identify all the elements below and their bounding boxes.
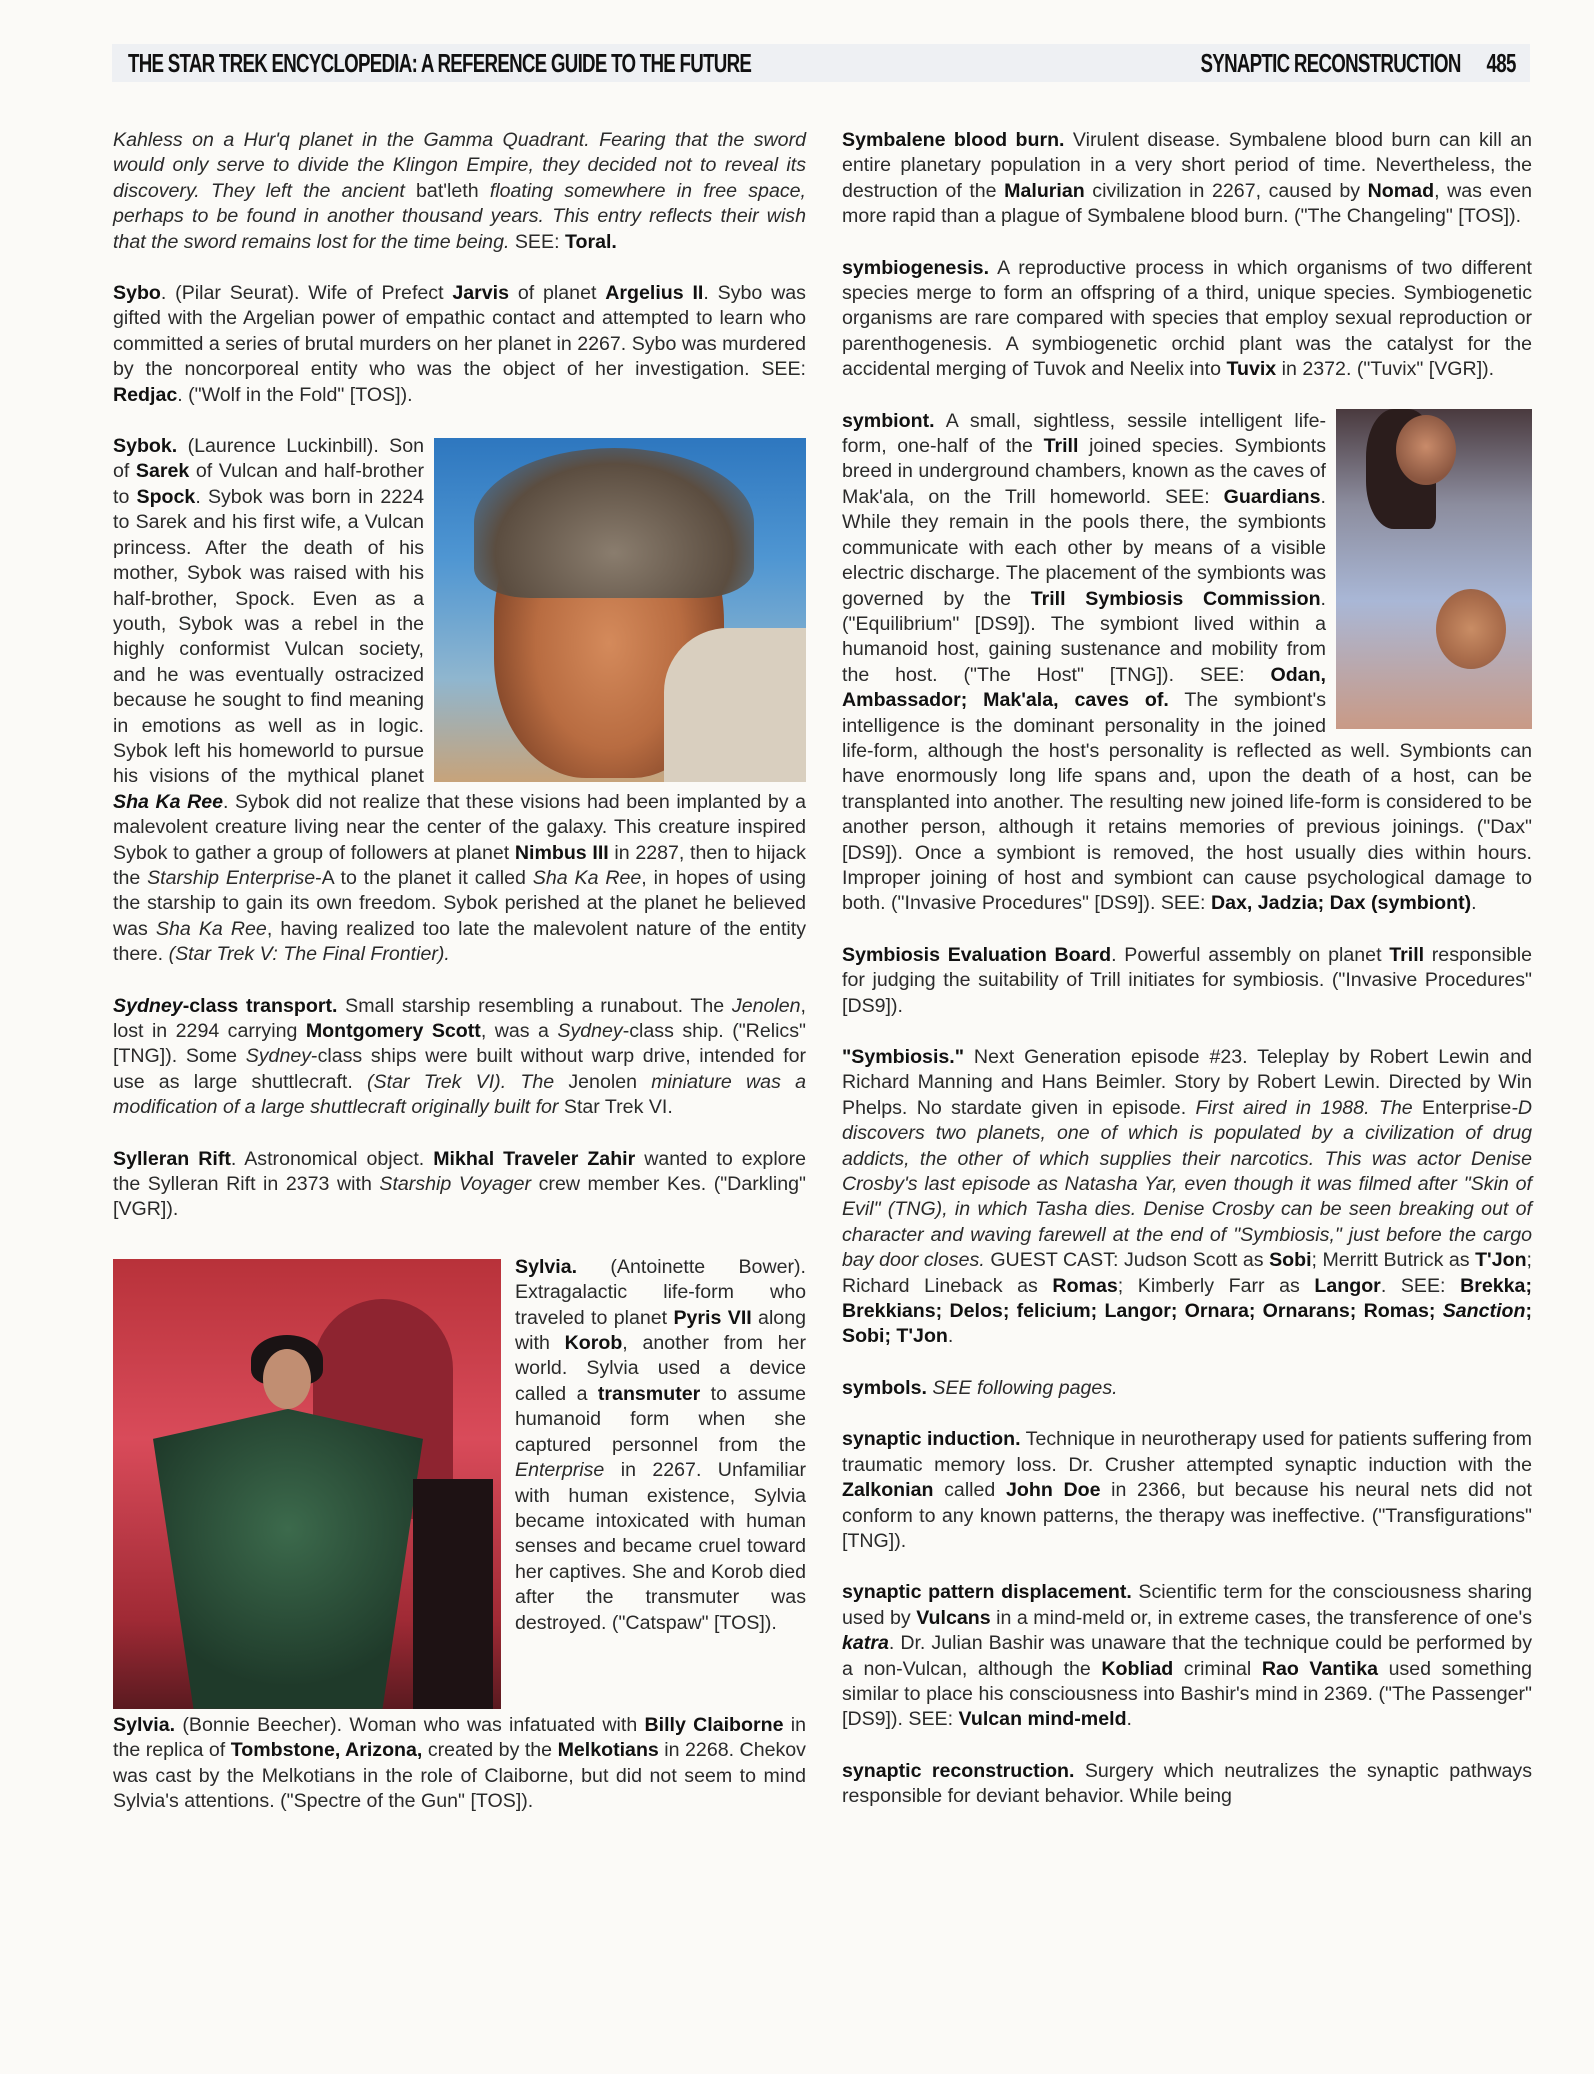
entry-text-run: used something similar to place his consciousness into Bashir's mind in 2369. ("The Passenger" [DS9]). SEE: bbox=[842, 1657, 1533, 1731]
entry-symbiont bbox=[842, 409, 1532, 917]
entry-text-run: Starship Voyager bbox=[379, 1173, 532, 1196]
entry-text-run: of planet bbox=[509, 282, 606, 305]
entry-text-run: A reproductive process in which organisms of two different species merge to form an offspring of a third, unique species. Symbiogenetic organisms are rare compared with species that employ sexual reproduction or parenthogenesis. A symbiogenetic orchid plant was the catalyst for the accidental merging of Tuvok and Neelix into bbox=[842, 256, 1532, 381]
entry-symbiosis-evaluation-board bbox=[842, 943, 1532, 1019]
entry-synaptic-induction bbox=[842, 1427, 1532, 1554]
right-column bbox=[842, 128, 1532, 1836]
entry-synaptic-pattern-displacement bbox=[842, 1580, 1532, 1732]
entry-text-run: in 2372. ("Tuvix" [VGR]). bbox=[1276, 358, 1495, 381]
entry-term: symbols. bbox=[842, 1376, 927, 1399]
entry-text-run: . SEE: bbox=[1380, 1274, 1461, 1297]
entry-term: symbiont. bbox=[842, 409, 935, 432]
entry-text-run: Starship Enterprise bbox=[147, 866, 316, 889]
entry-text-run: Jenolen bbox=[568, 1070, 637, 1093]
entry-text-run: criminal bbox=[1173, 1657, 1262, 1680]
entry-text-run: . Powerful assembly on planet bbox=[1111, 943, 1390, 966]
entry-sybo bbox=[113, 281, 806, 408]
entry-text-run: Sarek bbox=[135, 460, 190, 483]
entry-symbols bbox=[842, 1376, 1532, 1401]
entry-text-run: . Astronomical object. bbox=[230, 1147, 434, 1170]
running-header bbox=[112, 44, 1530, 82]
entry-text-run: , having realized too late the malevolent nature of the entity there. bbox=[113, 917, 806, 966]
entry-text-run: First aired in 1988. The bbox=[1195, 1096, 1422, 1119]
entry-text-run: Virulent disease. Symbalene blood burn can kill an entire planetary population in a very short period of time. Nevertheless, the destruction of the bbox=[842, 129, 1532, 202]
entry-term: "Symbiosis." bbox=[842, 1046, 965, 1068]
entry-text-run: -class ship. ("Relics" [TNG]). Some bbox=[113, 1020, 806, 1068]
entry-text-run: Sydney bbox=[557, 1020, 623, 1042]
entry-text-run: Jarvis bbox=[452, 282, 510, 305]
entry-term: Sybo bbox=[113, 282, 161, 305]
entry-text-run: (Bonnie Beecher). Woman who was infatuated with bbox=[175, 1713, 645, 1736]
entry-text-run: Sanction bbox=[1442, 1300, 1526, 1323]
entry-text-run: bat'leth bbox=[416, 179, 479, 202]
entry-text-run: Sha Ka Ree bbox=[155, 917, 267, 940]
entry-text-run: responsible for judging the suitability of Trill initiates for symbiosis. ("Invasive Procedures" [DS9]). bbox=[842, 943, 1532, 1017]
entry-symbiogenesis bbox=[842, 256, 1532, 383]
entry-text-run: T'Jon bbox=[1475, 1249, 1527, 1272]
entry-text-run: -class ships were built without warp drive, intended for use as large shuttlecraft. bbox=[113, 1045, 806, 1093]
entry-term: Symbalene blood burn. bbox=[842, 129, 1065, 151]
entry-term: Sybok. bbox=[113, 435, 178, 458]
entry-text-run: created by the bbox=[422, 1739, 558, 1762]
entry-term: Symbiosis Evaluation Board bbox=[842, 943, 1112, 966]
entry-text-run: Toral. bbox=[564, 230, 617, 253]
entry-text-run: joined species. Symbionts breed in underground chambers, known as the caves of Mak'ala, on the Trill homeworld. SEE: bbox=[842, 435, 1327, 508]
entry-sylvia-bower bbox=[113, 1255, 806, 1636]
entry-text-run: Vulcan mind-meld bbox=[958, 1708, 1127, 1731]
entry-text-run: Sha Ka Ree bbox=[113, 790, 224, 813]
entry-text-run: , in hopes of using the starship to gain its own freedom. Sybok perished at the planet he believed was bbox=[113, 866, 806, 940]
entry-text-run: , another from her world. Sylvia used a device called a bbox=[515, 1332, 806, 1405]
entry-text-run: Vulcans bbox=[916, 1606, 991, 1629]
entry-text-run: in the replica of bbox=[113, 1713, 806, 1762]
entry-text-run: miniature was a modification of a large shuttlecraft originally built for bbox=[113, 1070, 806, 1119]
entry-term: synaptic pattern displacement. bbox=[842, 1581, 1132, 1604]
entry-term: Sydney bbox=[113, 994, 183, 1017]
entry-text-run: . While they remain in the pools there, the symbionts communicate with each other by means of a visible electric discharge. The placement of the symbionts was governed by the bbox=[842, 485, 1326, 610]
entry-text-run: -D discovers two planets, one of which is populated by a civilization of drug addicts, the other of which supplies their narcotics. This was actor Denise Crosby's last episode as Natasha Yar, even though it was filmed after "Skin of Evil" (TNG), in which Tasha dies. Denise Crosby can be seen breaking out of character and waving farewell at the end of "Symbiosis," just before the cargo bay door closes. bbox=[842, 1096, 1532, 1272]
entry-text-run: wanted to explore the Sylleran Rift in 2373 with bbox=[113, 1147, 806, 1196]
entry-text-run: John Doe bbox=[1006, 1479, 1101, 1502]
entry-text-run: in a mind-meld or, in extreme cases, the transference of one's bbox=[990, 1606, 1532, 1629]
entry-text-run: Nimbus III bbox=[514, 841, 609, 864]
entry-text-run: crew member Kes. ("Darkling" [VGR]). bbox=[113, 1173, 807, 1221]
entry-text-run: Zalkonian bbox=[842, 1479, 934, 1502]
entry-text-run: of Vulcan and half-brother to bbox=[113, 460, 424, 508]
page-number: 485 bbox=[1486, 48, 1516, 78]
entry-term: Sylvia. bbox=[113, 1713, 176, 1736]
entry-text-run: in 2287, then to hijack the bbox=[113, 841, 806, 889]
entry-text-run: in 2268. Chekov was cast by the Melkotians in the role of Claiborne, but did not seem to mind Sylvia's attentions. ("Spectre of the Gun" [TOS]). bbox=[113, 1739, 806, 1813]
entry-term: synaptic reconstruction. bbox=[842, 1759, 1075, 1782]
entry-sylvia-beecher bbox=[113, 1713, 806, 1815]
entry-text-run: Tuvix bbox=[1226, 358, 1277, 381]
entry-text-run: . Sybok did not realize that these visions had been implanted by a malevolent creature living near the center of the galaxy. This creature inspired Sybok to gather a group of followers at planet bbox=[113, 790, 806, 864]
entry-text-run: Trill bbox=[1389, 943, 1425, 966]
entry-text-run: in 2366, but because his neural nets did not conform to any known patterns, the therapy was ineffective. ("Transfigurations" [TNG]). bbox=[842, 1479, 1532, 1552]
entry-text-run: (Laurence Luckinbill). Son of bbox=[113, 435, 424, 483]
entry-text-run: Romas bbox=[1052, 1274, 1118, 1297]
entry-text-run: Kahless on a Hur'q planet in the Gamma Quadrant. Fearing that the sword would only serve to divide the Klingon Empire, they decided not to reveal its discovery. They left the ancient bbox=[113, 129, 806, 202]
left-column bbox=[113, 128, 806, 1840]
entry-text-run: floating somewhere in free space, perhaps to be found in another thousand years. This entry reflects their wish that the sword remains lost for the time being. bbox=[113, 179, 806, 253]
entry-text-run: . ("Wolf in the Fold" [TOS]). bbox=[177, 383, 413, 406]
entry-sydney-class bbox=[113, 994, 806, 1121]
entry-text-run: . Sybok was born in 2224 to Sarek and his first wife, a Vulcan princess. After the death of his mother, Sybok was raised with his half-brother, Spock. Even as a youth, Sybok was a rebel in the highly conformist Vulcan society, and he was eventually ostracized because he sought to find meaning in emotions as well as in logic. Sybok left his homeworld to pursue his visions of the mythical planet bbox=[113, 485, 424, 788]
sylvia-photo bbox=[113, 1259, 501, 1709]
entry-text-run: Scientific term for the consciousness sharing used by bbox=[842, 1581, 1532, 1629]
entry-sybok bbox=[113, 434, 806, 968]
entry-text-run: Montgomery Scott bbox=[305, 1020, 481, 1042]
entry-term: Sylvia. bbox=[515, 1255, 578, 1278]
entry-kahless-continued bbox=[113, 128, 806, 255]
entry-text-run: Trill bbox=[1043, 435, 1079, 458]
entry-text-run: . bbox=[947, 1325, 954, 1348]
entry-symbiosis-episode bbox=[842, 1045, 1532, 1350]
entry-text-run: Brekka; Brekkians; Delos; felicium; Langor; Ornara; Ornarans; Romas; bbox=[842, 1274, 1532, 1323]
entry-text-run: Korob bbox=[564, 1332, 623, 1355]
entry-text-run: Malurian bbox=[1004, 179, 1085, 202]
entry-text-run: (Star Trek V: The Final Frontier). bbox=[168, 943, 450, 966]
entry-text-run: -A to the planet it called bbox=[315, 866, 533, 889]
entry-text-run: , lost in 2294 carrying bbox=[113, 994, 806, 1042]
entry-text-run: Spock bbox=[136, 485, 196, 508]
entry-text-run: (Star Trek VI). The bbox=[367, 1070, 569, 1093]
entry-text-run: . ("Equilibrium" [DS9]). The symbiont lived within a humanoid host, gaining sustenance and mobility from the host. ("The Host" [TNG]). SEE: bbox=[842, 587, 1326, 686]
entry-text-run: Small starship resembling a runabout. The bbox=[337, 994, 732, 1017]
sybok-photo bbox=[434, 438, 806, 782]
entry-text-run: Billy Claiborne bbox=[644, 1713, 784, 1736]
entry-text-run: SEE following pages. bbox=[926, 1376, 1118, 1399]
entry-text-run: . bbox=[1471, 892, 1477, 915]
entry-text-run: Nomad bbox=[1367, 179, 1435, 202]
entry-text-run: called bbox=[933, 1479, 1006, 1502]
entry-text-run: Argelius II bbox=[605, 282, 704, 305]
entry-text-run: Next Generation episode #23. Teleplay by Robert Lewin and Richard Manning and Hans Beimler. Story by Robert Lewin. Directed by Win Phelps. No stardate given in episode. bbox=[842, 1046, 1532, 1119]
entry-text-run: Sobi bbox=[1269, 1249, 1312, 1272]
entry-text-run: ; Kimberly Farr as bbox=[1117, 1274, 1315, 1297]
book-title: THE STAR TREK ENCYCLOPEDIA: A REFERENCE GUIDE TO THE FUTURE bbox=[128, 48, 752, 78]
entry-text-run: . bbox=[1126, 1708, 1132, 1731]
entry-text-run: -class transport. bbox=[182, 994, 338, 1017]
entry-text-run: Trill Symbiosis Commission bbox=[1030, 587, 1321, 610]
entry-text-run: Sha Ka Ree bbox=[532, 866, 642, 889]
entry-text-run: Enterprise bbox=[1422, 1096, 1512, 1119]
entry-text-run: . (Pilar Seurat). Wife of Prefect bbox=[160, 282, 453, 305]
entry-text-run: Sydney bbox=[245, 1045, 312, 1068]
entry-synaptic-reconstruction bbox=[842, 1759, 1532, 1810]
section-header bbox=[1201, 48, 1516, 79]
symbiont-photo bbox=[1336, 409, 1532, 729]
entry-symbalene-blood-burn bbox=[842, 128, 1532, 230]
entry-text-run: ; Sobi; T'Jon bbox=[842, 1300, 1532, 1348]
entry-text-run: Pyris VII bbox=[673, 1306, 752, 1329]
entry-term: synaptic induction. bbox=[842, 1428, 1021, 1451]
entry-text-run: katra bbox=[842, 1632, 889, 1655]
entry-text-run: GUEST CAST: Judson Scott as bbox=[984, 1249, 1270, 1272]
entry-text-run: Surgery which neutralizes the synaptic pathways responsible for deviant behavior. While being bbox=[842, 1759, 1532, 1808]
entry-text-run: Technique in neurotherapy used for patients suffering from traumatic memory loss. Dr. Crusher attempted synaptic induction with the bbox=[842, 1428, 1532, 1476]
entry-text-run: SEE: bbox=[509, 230, 565, 253]
entry-text-run: to assume humanoid form when she captured personnel from the bbox=[515, 1382, 806, 1456]
entry-text-run: Star Trek VI. bbox=[563, 1096, 673, 1119]
entry-text-run: ; Merritt Butrick as bbox=[1311, 1249, 1476, 1272]
entry-text-run: A small, sightless, sessile intelligent life-form, one-half of the bbox=[842, 409, 1326, 458]
entry-text-run: . Dr. Julian Bashir was unaware that the technique could be performed by a non-Vulcan, although the bbox=[842, 1632, 1532, 1680]
entry-text-run: , was a bbox=[480, 1020, 558, 1042]
entry-text-run: Kobliad bbox=[1101, 1657, 1174, 1680]
entry-text-run: civilization in 2267, caused by bbox=[1084, 179, 1368, 202]
entry-text-run: Redjac bbox=[113, 383, 178, 406]
entry-text-run: (Antoinette Bower). Extragalactic life-form who traveled to planet bbox=[515, 1255, 806, 1329]
entry-text-run: Tombstone, Arizona, bbox=[230, 1739, 423, 1762]
entry-text-run: Melkotians bbox=[557, 1739, 659, 1762]
entry-text-run: Rao Vantika bbox=[1261, 1657, 1379, 1680]
entry-text-run: Guardians bbox=[1223, 485, 1321, 508]
entry-text-run: . Sybo was gifted with the Argelian power of empathic contact and attempted to learn who committed a series of brutal murders on her planet in 2267. Sybo was murdered by the noncorporeal entity who was the object of her investigation. SEE: bbox=[113, 282, 806, 381]
entry-text-run: The symbiont's intelligence is the dominant personality in the joined life-form, although the host's personality is reflected as well. Symbionts can have enormously long life spans and, upon the death of a host, can be transplanted into another. The resulting new joined life-form is considered to be another person, although it retains memories of previous joinings. ("Dax" [DS9]). Once a symbiont is removed, the host usually dies within hours. Improper joining of host and symbiont can cause psychological damage to both. ("Invasive Procedures" [DS9]). SEE: bbox=[842, 689, 1532, 915]
entry-text-run: Enterprise bbox=[515, 1459, 605, 1482]
entry-text-run: Dax, Jadzia; Dax (symbiont) bbox=[1210, 892, 1472, 915]
section-title: SYNAPTIC RECONSTRUCTION bbox=[1200, 48, 1461, 78]
entry-text-run: Langor bbox=[1314, 1274, 1381, 1297]
entry-text-run: in 2267. Unfamiliar with human existence, Sylvia became intoxicated with human senses and became cruel toward her captives. She and Korob died after the transmuter was destroyed. ("Catspaw" [TOS]). bbox=[515, 1459, 806, 1634]
entry-text-run: ; Richard Lineback as bbox=[842, 1249, 1532, 1297]
entry-term: symbiogenesis. bbox=[842, 256, 990, 279]
entry-sylleran-rift bbox=[113, 1147, 806, 1223]
entry-text-run: transmuter bbox=[597, 1382, 701, 1405]
entry-text-run: Mikhal Traveler Zahir bbox=[433, 1147, 636, 1170]
entry-term: Sylleran Rift bbox=[113, 1147, 231, 1170]
entry-text-run: along with bbox=[515, 1306, 806, 1355]
entry-text-run: , was even more rapid than a plague of Symbalene blood burn. ("The Changeling" [TOS]). bbox=[842, 179, 1532, 228]
entry-text-run: Odan, Ambassador; Mak'ala, caves of. bbox=[842, 663, 1326, 712]
entry-text-run: Jenolen bbox=[731, 994, 801, 1017]
